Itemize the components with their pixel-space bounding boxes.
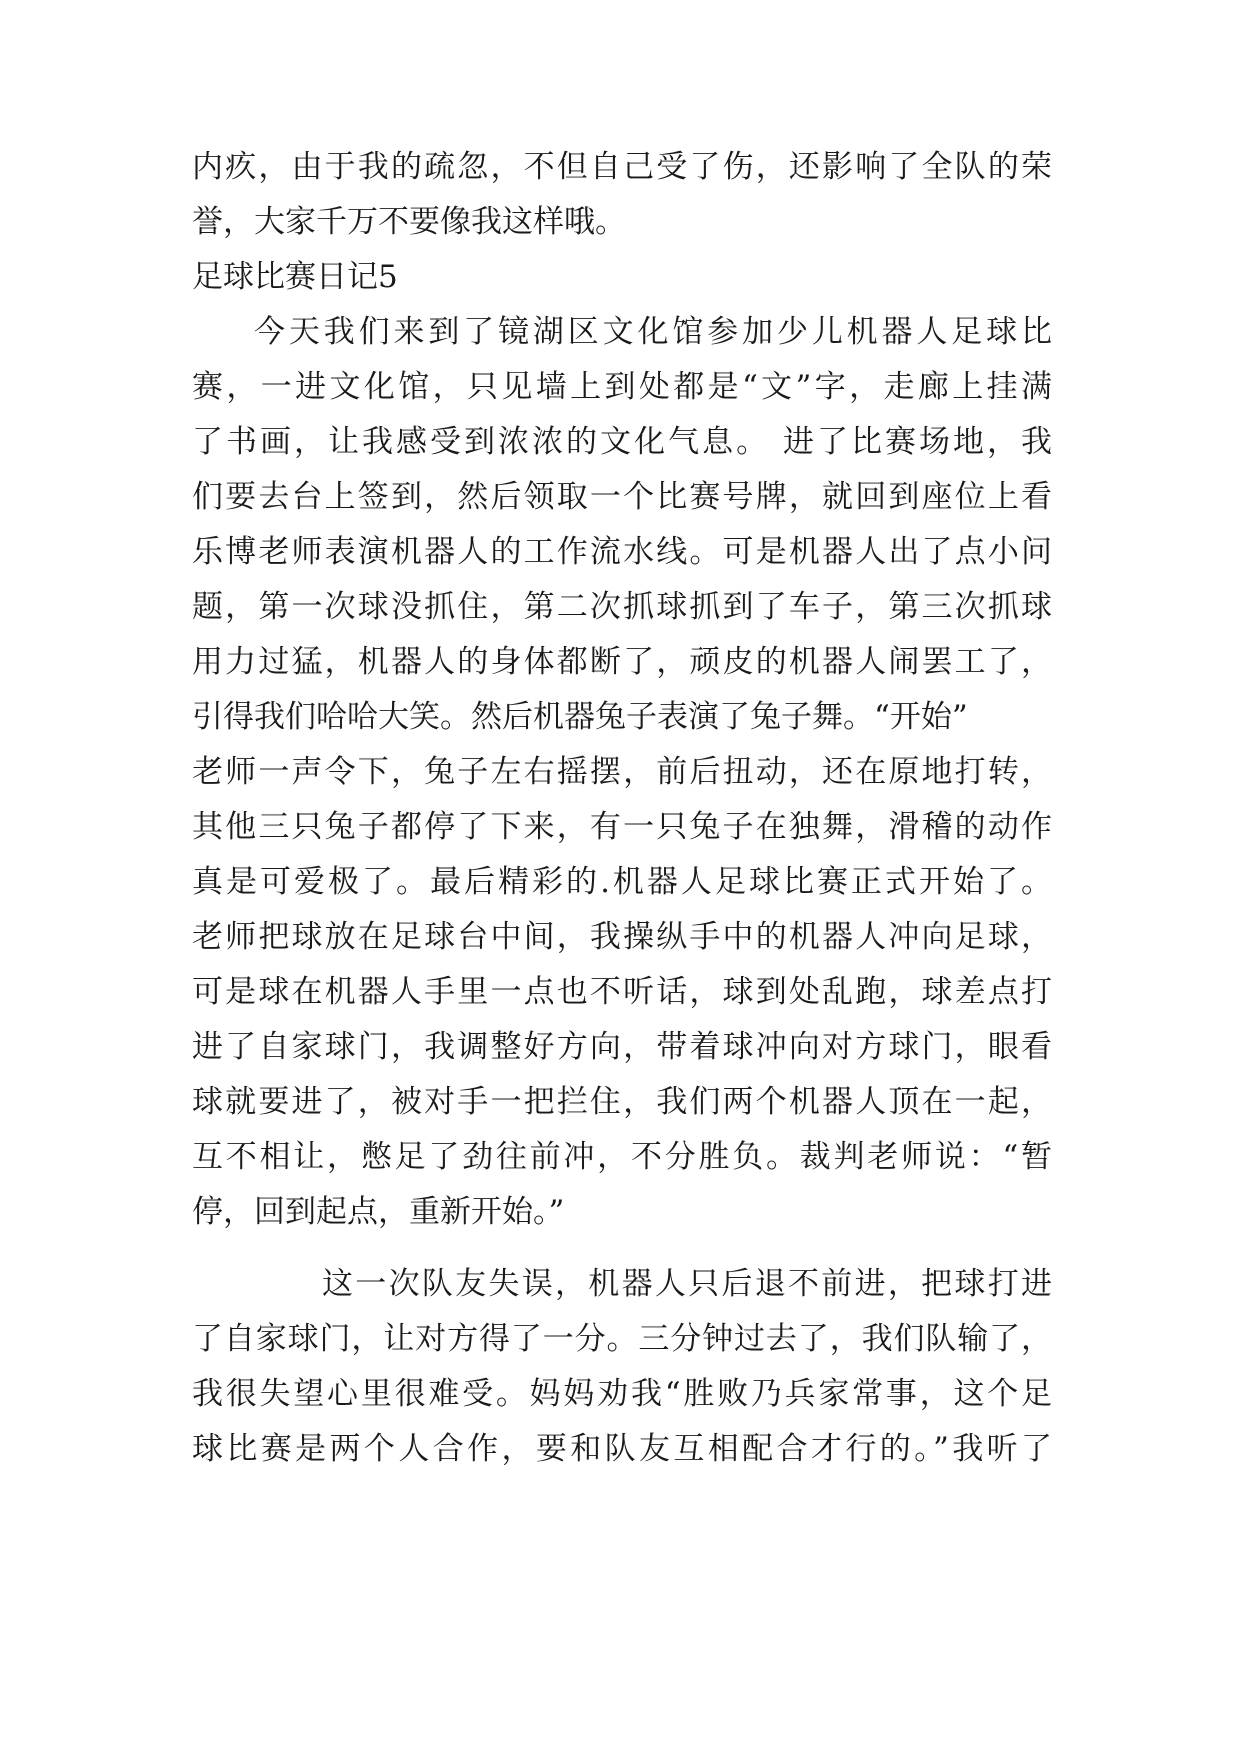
text-line: 乐博老师表演机器人的工作流水线。可是机器人出了点小问: [192, 534, 1052, 570]
text-line: 互不相让，憋足了劲往前冲，不分胜负。裁判老师说：“暂: [192, 1139, 1052, 1175]
text-line: 引得我们哈哈大笑。然后机器兔子表演了兔子舞。“开始”: [192, 699, 968, 735]
text-line: 进了自家球门，我调整好方向，带着球冲向对方球门，眼看: [192, 1029, 1052, 1065]
text-line: 们要去台上签到，然后领取一个比赛号牌，就回到座位上看: [192, 479, 1052, 515]
section-heading: 足球比赛日记5: [192, 259, 398, 295]
paragraph-first-line: 这一次队友失误，机器人只后退不前进，把球打进: [322, 1266, 1052, 1302]
text-line: 题，第一次球没抓住，第二次抓球抓到了车子，第三次抓球: [192, 589, 1052, 625]
text-line: 球就要进了，被对手一把拦住，我们两个机器人顶在一起，: [192, 1084, 1052, 1120]
text-line: 了自家球门，让对方得了一分。三分钟过去了，我们队输了，: [192, 1321, 1052, 1357]
text-line: 我很失望心里很难受。妈妈劝我“胜败乃兵家常事，这个足: [192, 1376, 1052, 1412]
text-line: 老师把球放在足球台中间，我操纵手中的机器人冲向足球，: [192, 919, 1052, 955]
paragraph-first-line: 今天我们来到了镜湖区文化馆参加少儿机器人足球比: [254, 314, 1052, 350]
text-line: 用力过猛，机器人的身体都断了，顽皮的机器人闹罢工了，: [192, 644, 1052, 680]
text-line: 誉，大家千万不要像我这样哦。: [192, 204, 626, 240]
text-line: 真是可爱极了。最后精彩的.机器人足球比赛正式开始了。: [192, 864, 1052, 900]
text-line: 其他三只兔子都停了下来，有一只兔子在独舞，滑稽的动作: [192, 809, 1052, 845]
text-line: 球比赛是两个人合作，要和队友互相配合才行的。”我听了: [192, 1431, 1052, 1467]
text-line: 赛，一进文化馆，只见墙上到处都是“文”字，走廊上挂满: [192, 369, 1052, 405]
text-line: 可是球在机器人手里一点也不听话，球到处乱跑，球差点打: [192, 974, 1052, 1010]
text-line: 停，回到起点，重新开始。”: [192, 1194, 565, 1230]
text-line: 老师一声令下，兔子左右摇摆，前后扭动，还在原地打转，: [192, 754, 1052, 790]
text-line: 了书画，让我感受到浓浓的文化气息。 进了比赛场地，我: [192, 424, 1052, 460]
text-line: 内疚，由于我的疏忽，不但自己受了伤，还影响了全队的荣: [192, 149, 1052, 185]
